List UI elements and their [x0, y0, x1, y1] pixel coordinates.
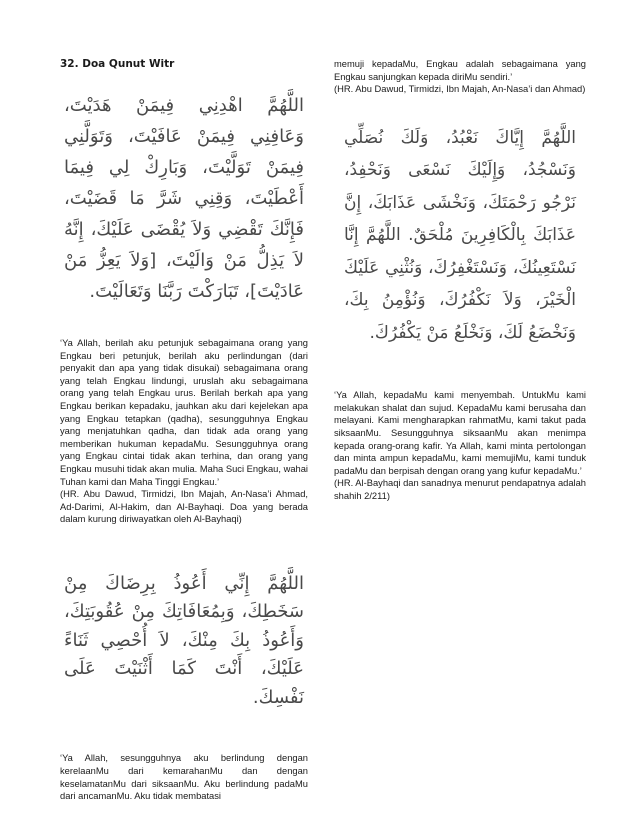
translation-qunut: ‘Ya Allah, berilah aku petunjuk sebagaimana orang yang Engkau beri petunjuk, berilah aku perlindungan (dari penyakit dan apa yang tidak disukai) sebagaimana orang yang telah Engkau lindungi, uruslah aku sebagaimana orang yang telah Engkau urus. Berilah berkah apa yang Engkau berikan kepadaku, jauhkan aku dari kejelekan apa yang Engkau tetapkan (qadha), sesungguhnya Engkau yang menjatuhkan qadha, dan tidak ada orang yang memberikan hukuman kepadaMu. Sesungguhnya orang yang Engkau cintai tidak akan terhina, dan orang yang Engkau musuhi tidak akan mulia. Maha Suci Engkau, wahai Tuhan kami dan Maha Tinggi Engkau.’: [60, 338, 308, 487]
translation-refuge: ‘Ya Allah, sesungguhnya aku berlindung dengan kerelaanMu dari kemarahanMu dan dengan keselamatanMu dari siksaanMu. Aku berlindung padaMu dari ancamanMu. Aku tidak membatasi: [60, 753, 308, 802]
right-column: [334, 58, 586, 503]
arabic-dua-qunut: اللَّهُمَّ اهْدِنِي فِيمَنْ هَدَيْتَ، وَعَافِنِي فِيمَنْ عَافَيْتَ، وَتَوَلَّنِي فِيمَنْ تَوَلَّيْتَ، وَبَارِكْ لِي فِيمَا أَعْطَيْتَ، وَقِنِي شَرَّ مَا قَضَيْتَ، فَإِنَّكَ تَقْضِي وَلاَ يُقْضَى عَلَيْكَ، إِنَّهُ لاَ يَذِلُّ مَنْ وَالَيْتَ، [وَلاَ يَعِزُّ مَنْ عَادَيْتَ]، تَبَارَكْتَ رَبَّنَا وَتَعَالَيْتَ.: [64, 95, 304, 302]
arabic-dua-refuge: اللَّهُمَّ إِنِّي أَعُوذُ بِرِضَاكَ مِنْ سَخَطِكَ، وَبِمُعَافَاتِكَ مِنْ عُقُوبَتِكَ، وَأَعُوذُ بِكَ مِنْكَ، لاَ أُحْصِي ثَنَاءً عَلَيْكَ، أَنْتَ كَمَا أَثْنَيْتَ عَلَى نَفْسِكَ.: [64, 572, 304, 708]
translation-qunut-umar: ‘Ya Allah, kepadaMu kami menyembah. UntukMu kami melakukan shalat dan sujud. KepadaMu kami berusaha dan melayani. Kami mengharapkan rahmatMu, kami takut pada siksaanMu. Sesungguhnya siksaanMu akan menimpa kepada orang-orang kafir. Ya Allah, kami minta pertolongan dan minta ampun kepadaMu, kami memujiMu, kami tunduk padaMu dan berpisah dengan orang yang kufur kepadaMu.’: [334, 390, 586, 476]
arabic-dua-qunut-umar: اللَّهُمَّ إِيَّاكَ نَعْبُدُ، وَلَكَ نُصَلِّي وَنَسْجُدُ، وَإِلَيْكَ نَسْعَى وَنَحْفِدُ، نَرْجُو رَحْمَتَكَ، وَنَخْشَى عَذَابَكَ، إِنَّ عَذَابَكَ بِالْكَافِرِينَ مُلْحَقٌ. اللَّهُمَّ إِنَّا نَسْتَعِينُكَ، وَنَسْتَغْفِرُكَ، وَنُثْنِي عَلَيْكَ الْخَيْرَ، وَلاَ نَكْفُرُكَ، وَنُؤْمِنُ بِكَ، وَنَخْضَعُ لَكَ، وَنَخْلَعُ مَنْ يَكْفُرُكَ.: [344, 127, 576, 343]
source-refuge: (HR. Abu Dawud, Tirmidzi, Ibn Majah, An-Nasa’i dan Ahmad): [334, 84, 586, 95]
section-heading: 32. Doa Qunut Witr: [60, 58, 175, 70]
source-qunut: (HR. Abu Dawud, Tirmidzi, Ibn Majah, An-Nasa’i Ahmad, Ad-Darimi, Al-Hakim, dan Al-Bayhaqi. Doa yang berada dalam kurung diriwayatkan oleh Al-Bayhaqi): [60, 489, 308, 525]
left-column: [60, 58, 308, 803]
source-qunut-umar: (HR. Al-Bayhaqi dan sanadnya menurut pendapatnya adalah shahih 2/211): [334, 478, 586, 502]
translation-refuge-continued: memuji kepadaMu, Engkau adalah sebagaimana yang Engkau sanjungkan kepada diriMu sendiri.’: [334, 59, 586, 82]
